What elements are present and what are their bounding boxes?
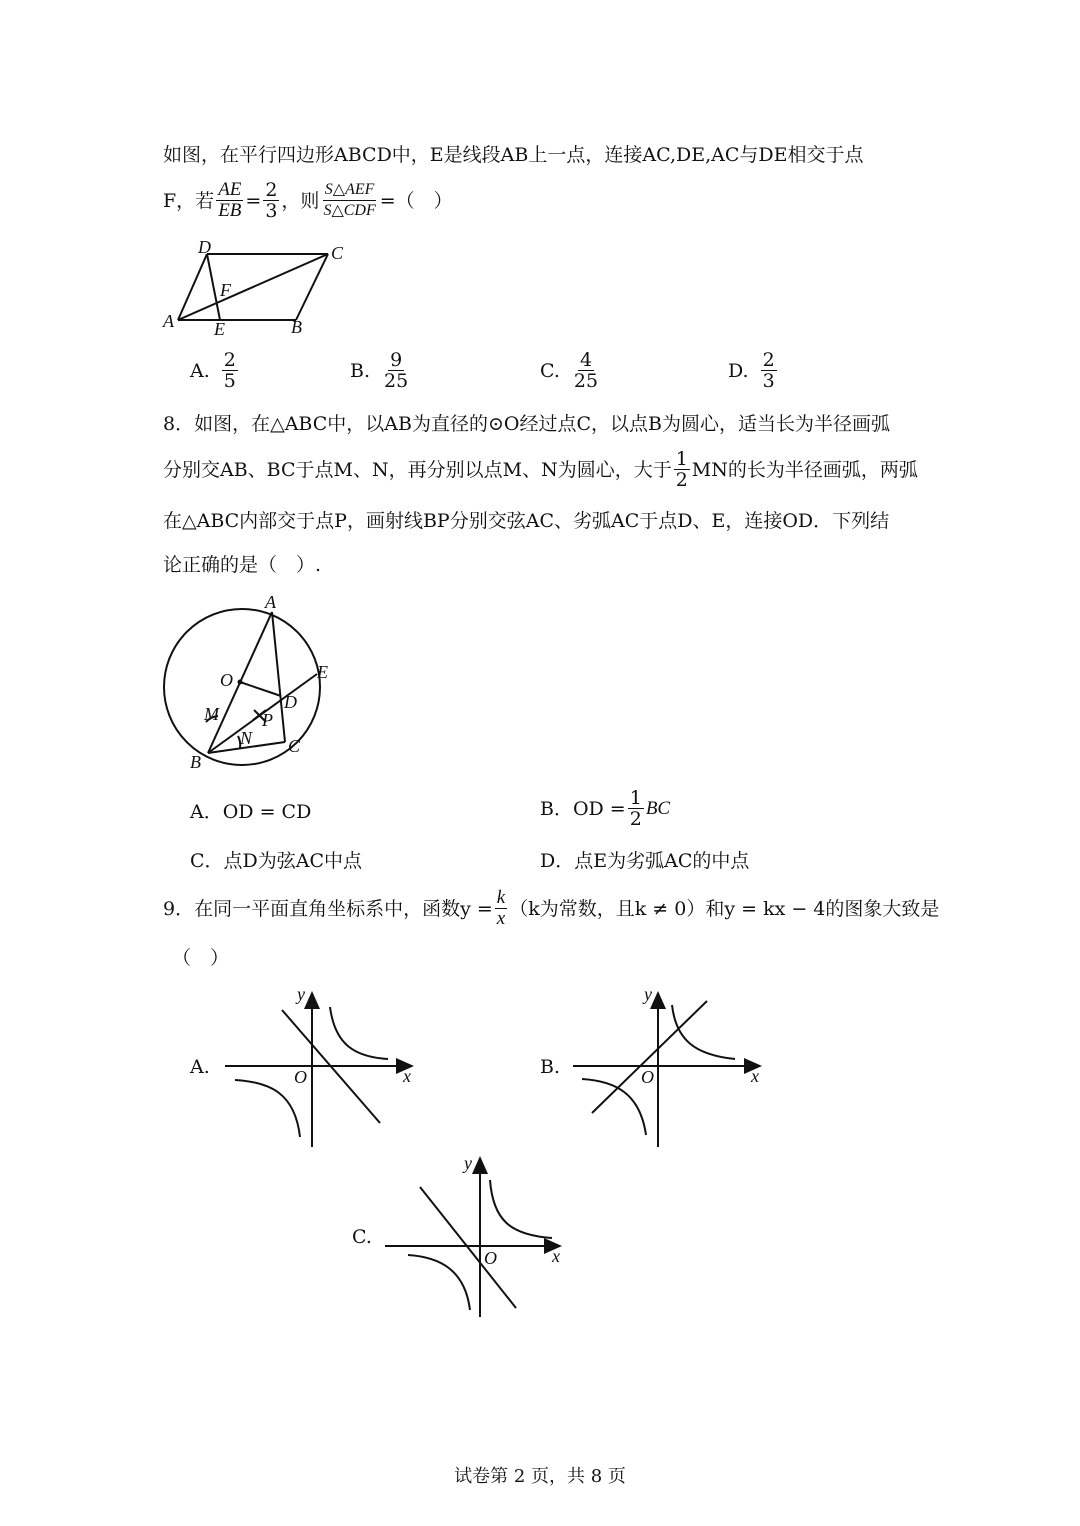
q7-area-eq: =（ ） bbox=[379, 189, 453, 212]
q9-frac-den: x bbox=[496, 908, 506, 929]
page-footer: 试卷第 2 页，共 8 页 bbox=[454, 1466, 626, 1487]
q7-label-D: D bbox=[198, 237, 211, 257]
hyperbola-q3 bbox=[408, 1255, 470, 1310]
q7-option-b[interactable] bbox=[350, 350, 412, 391]
q9-line1-b: （k为常数，且k ≠ 0）和y = kx − 4的图象大致是 bbox=[509, 897, 940, 920]
q7-option-c-fraction bbox=[572, 350, 600, 391]
q7-ratio-den: EB bbox=[218, 200, 242, 221]
q8-option-b-pre: B．OD = bbox=[540, 797, 626, 820]
q9-graph-c[interactable] bbox=[380, 1152, 580, 1322]
q7-option-c[interactable] bbox=[540, 350, 602, 391]
q8-label-N: N bbox=[240, 728, 253, 748]
q8-label-D: D bbox=[284, 692, 297, 712]
q7-option-a-num: 2 bbox=[223, 349, 236, 371]
q7-option-d[interactable] bbox=[728, 350, 779, 391]
q7-option-d-num: 2 bbox=[762, 349, 775, 371]
q8-line2 bbox=[163, 449, 918, 490]
q9-line1-a: 9．在同一平面直角坐标系中，函数y = bbox=[163, 897, 493, 920]
q9-fraction bbox=[495, 888, 507, 929]
line-graph bbox=[592, 1001, 707, 1113]
q8-line2-a: 分别交AB、BC于点M、N，再分别以点M、N为圆心，大于 bbox=[163, 458, 672, 481]
q7-option-b-letter: B. bbox=[350, 359, 371, 382]
line-graph bbox=[420, 1187, 516, 1308]
diagonal-AC bbox=[178, 254, 328, 320]
edge-CB bbox=[296, 254, 328, 320]
hyperbola-q1 bbox=[490, 1180, 552, 1238]
q7-option-a[interactable] bbox=[190, 350, 240, 391]
q7-option-b-fraction bbox=[382, 350, 410, 391]
q7-area-fraction bbox=[321, 180, 377, 221]
graph-b-origin: O bbox=[641, 1067, 654, 1087]
q7-line1: 如图，在平行四边形ABCD中，E是线段AB上一点，连接AC,DE,AC与DE相交于点 bbox=[163, 144, 864, 166]
q9-graph-b[interactable] bbox=[570, 985, 780, 1150]
q7-option-d-letter: D. bbox=[728, 359, 749, 382]
q8-line4: 论正确的是（ ）. bbox=[163, 554, 322, 576]
q8-option-c[interactable]: C．点D为弦AC中点 bbox=[190, 850, 363, 872]
q7-line2 bbox=[163, 180, 453, 221]
graph-a-y-label: y bbox=[297, 985, 305, 1004]
q8-line2-fraction bbox=[674, 449, 690, 490]
graph-b-y-label: y bbox=[644, 985, 652, 1004]
q8-option-a[interactable]: A．OD = CD bbox=[190, 801, 312, 823]
q7-option-c-letter: C. bbox=[540, 359, 560, 382]
q9-graph-c-letter[interactable]: C. bbox=[352, 1226, 372, 1248]
q8-option-b-fraction bbox=[628, 788, 644, 829]
q7-label-C: C bbox=[331, 243, 344, 263]
graph-c-x-label: x bbox=[552, 1246, 560, 1266]
q7-ratio-value bbox=[263, 180, 279, 221]
q7-label-F: F bbox=[220, 280, 231, 300]
hyperbola-q1 bbox=[672, 1005, 735, 1059]
q8-label-E: E bbox=[317, 662, 328, 682]
graph-a-origin: O bbox=[294, 1067, 307, 1087]
q7-ratio-value-num: 2 bbox=[265, 179, 278, 201]
graph-b-x-label: x bbox=[751, 1066, 759, 1086]
q7-ratio-fraction bbox=[216, 180, 243, 221]
q8-label-O: O bbox=[220, 670, 233, 690]
q7-ratio-eq: = bbox=[245, 189, 262, 212]
q7-option-c-den: 25 bbox=[573, 370, 599, 392]
q8-line2-frac-num: 1 bbox=[675, 448, 688, 470]
graph-c-y-label: y bbox=[464, 1153, 472, 1173]
q8-option-b-den: 2 bbox=[629, 808, 642, 830]
q9-graph-a[interactable] bbox=[220, 985, 430, 1150]
hyperbola-q1 bbox=[330, 1007, 388, 1059]
q8-option-d[interactable]: D．点E为劣弧AC的中点 bbox=[540, 850, 750, 872]
chord-AC bbox=[272, 612, 285, 742]
q7-option-a-fraction bbox=[222, 350, 238, 391]
q9-frac-num: k bbox=[496, 887, 506, 908]
q9-line1 bbox=[163, 888, 939, 929]
q7-label-B: B bbox=[291, 317, 302, 337]
q7-then: ，则 bbox=[281, 189, 320, 212]
center-dot-O bbox=[238, 680, 243, 685]
q8-label-C: C bbox=[288, 736, 301, 756]
q7-option-a-letter: A. bbox=[190, 359, 210, 382]
segment-DE bbox=[207, 254, 220, 320]
q7-parallelogram-figure bbox=[150, 235, 360, 345]
q8-label-A: A bbox=[265, 592, 276, 612]
q7-ratio-num: AE bbox=[218, 179, 242, 200]
q7-option-c-num: 4 bbox=[579, 349, 593, 371]
q8-circle-figure bbox=[150, 590, 350, 780]
q8-label-M: M bbox=[204, 704, 219, 724]
graph-a-x-label: x bbox=[403, 1066, 411, 1086]
q9-graph-b-letter[interactable]: B. bbox=[540, 1056, 561, 1078]
q8-option-b-post: BC bbox=[645, 797, 671, 819]
q9-line2: （ ） bbox=[172, 947, 230, 969]
q8-label-B: B bbox=[190, 752, 201, 772]
q8-option-b-num: 1 bbox=[629, 787, 642, 809]
q7-option-b-num: 9 bbox=[390, 349, 403, 371]
q8-line2-b: MN的长为半径画弧，两弧 bbox=[691, 458, 918, 481]
hyperbola-q3 bbox=[235, 1080, 300, 1137]
q7-line2-start: F，若 bbox=[163, 189, 215, 212]
q9-graph-a-letter[interactable]: A. bbox=[190, 1056, 210, 1078]
q8-line3: 在△ABC内部交于点P，画射线BP分别交弦AC、劣弧AC于点D、E，连接OD．下列结 bbox=[163, 510, 890, 532]
hyperbola-q3 bbox=[582, 1079, 646, 1135]
q7-label-A: A bbox=[163, 311, 174, 331]
q7-option-a-den: 5 bbox=[223, 370, 236, 392]
q8-line1: 8．如图，在△ABC中，以AB为直径的⊙O经过点C，以点B为圆心，适当长为半径画弧 bbox=[163, 413, 890, 435]
q8-label-P: P bbox=[262, 710, 273, 730]
segment-OD bbox=[240, 682, 281, 696]
q7-option-d-den: 3 bbox=[762, 370, 775, 392]
q8-option-b[interactable] bbox=[540, 788, 670, 829]
q7-label-E: E bbox=[214, 319, 225, 339]
q7-ratio-value-den: 3 bbox=[265, 200, 278, 222]
graph-c-origin: O bbox=[484, 1248, 497, 1268]
q7-option-b-den: 25 bbox=[384, 370, 409, 392]
q8-line2-frac-den: 2 bbox=[675, 469, 688, 491]
q7-option-d-fraction bbox=[761, 350, 777, 391]
q7-area-num: S△AEF bbox=[323, 180, 377, 201]
q7-area-den: S△CDF bbox=[323, 202, 376, 219]
